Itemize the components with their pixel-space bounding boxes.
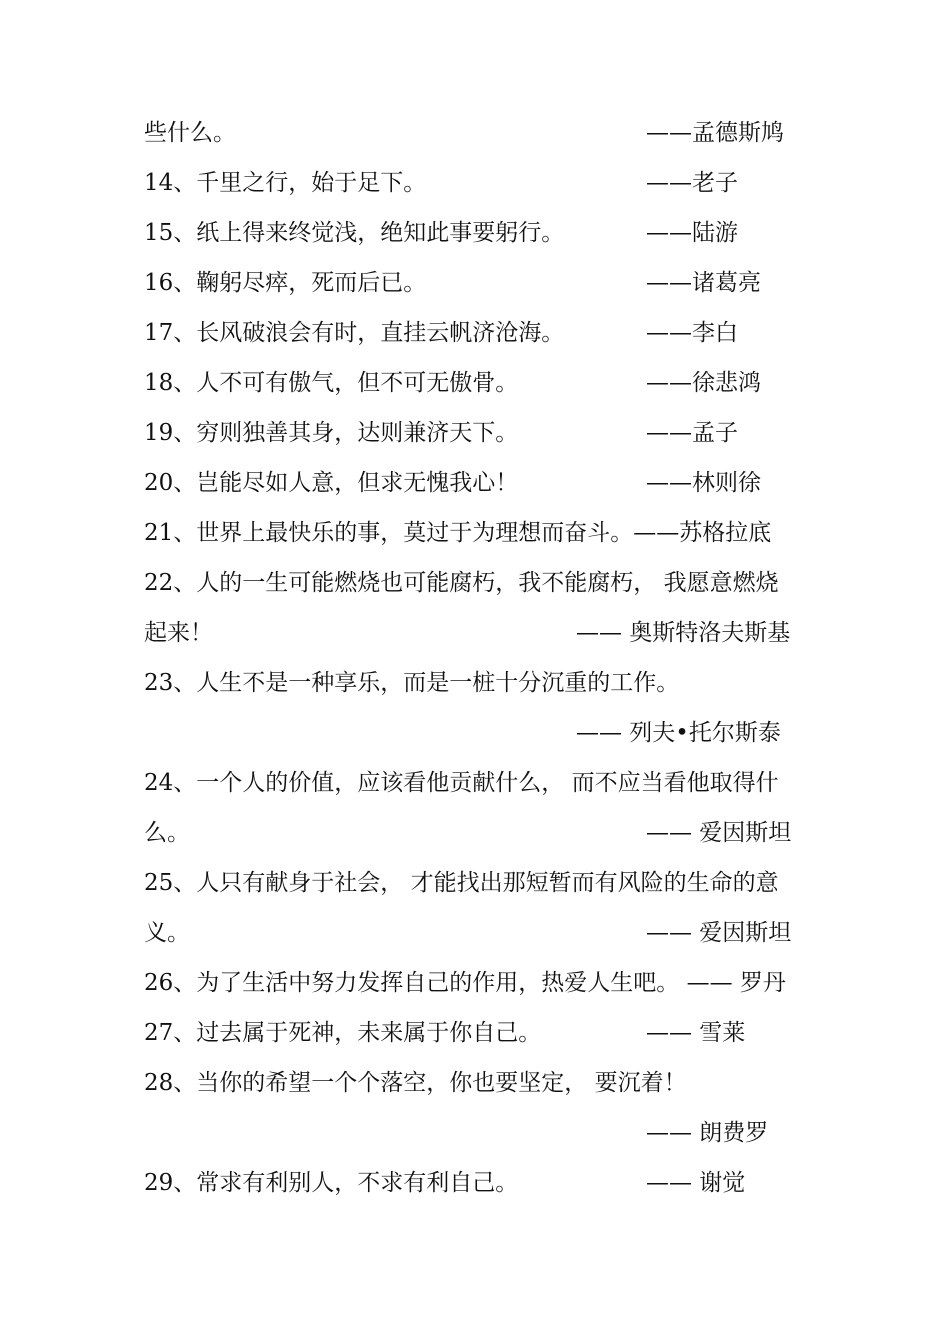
quote-text: 27、过去属于死神，未来属于你自己。 [144,1020,542,1046]
quote-author: ——徐悲鸿 [646,370,761,396]
quote-line [144,108,809,158]
quote-text: 22、人的一生可能燃烧也可能腐朽，我不能腐朽， 我愿意燃烧 [144,570,779,596]
quote-author: —— 爱因斯坦 [646,920,792,946]
quote-author: —— 爱因斯坦 [646,820,792,846]
quote-line [144,508,809,558]
quote-author: —— 雪莱 [646,1020,746,1046]
quote-line [144,758,809,808]
quote-text: 20、岂能尽如人意，但求无愧我心！ [144,470,519,496]
quote-line [144,958,809,1008]
quote-text: 14、千里之行，始于足下。 [144,170,427,196]
quote-line [144,908,809,958]
quote-author: ——李白 [646,320,738,346]
quote-text: 起来！ [144,620,213,646]
quote-text: 义。 [144,920,190,946]
quote-text: 18、人不可有傲气，但不可无傲骨。 [144,370,519,396]
quote-text: 25、人只有献身于社会， 才能找出那短暂而有风险的生命的意 [144,870,779,896]
quote-author: —— 朗费罗 [646,1120,769,1146]
quote-line [144,408,809,458]
quote-author: —— 谢觉 [646,1170,746,1196]
quote-text: 么。 [144,820,190,846]
quote-line [144,1058,809,1108]
quote-line [144,658,809,708]
quote-line [144,258,809,308]
quote-text: 15、纸上得来终觉浅，绝知此事要躬行。 [144,220,565,246]
quote-line [144,358,809,408]
quote-text: 16、鞠躬尽瘁，死而后已。 [144,270,427,296]
quote-line [144,558,809,608]
quote-line [144,858,809,908]
quote-text: 17、长风破浪会有时，直挂云帆济沧海。 [144,320,565,346]
quote-line [144,1158,809,1208]
quote-text: 29、常求有利别人，不求有利自己。 [144,1170,519,1196]
quote-author: ——陆游 [646,220,738,246]
quote-text: 28、当你的希望一个个落空，你也要坚定， 要沉着！ [144,1070,687,1096]
quote-line [144,1108,809,1158]
quote-author: ——林则徐 [646,470,761,496]
quote-line [144,458,809,508]
quote-line [144,608,809,658]
quote-text: 26、为了生活中努力发挥自己的作用，热爱人生吧。 —— 罗丹 [144,970,786,996]
quote-text: 24、一个人的价值，应该看他贡献什么， 而不应当看他取得什 [144,770,779,796]
quote-line [144,808,809,858]
quote-line [144,708,809,758]
quote-author: —— 奥斯特洛夫斯基 [576,620,791,646]
quote-text: 些什么。 [144,120,236,146]
quote-author: ——孟德斯鸠 [646,120,784,146]
quote-line [144,208,809,258]
quote-author: ——老子 [646,170,738,196]
quote-line [144,1008,809,1058]
quote-line [144,308,809,358]
quote-text: 21、世界上最快乐的事，莫过于为理想而奋斗。——苏格拉底 [144,520,772,546]
quote-author: ——孟子 [646,420,738,446]
quote-text: 23、人生不是一种享乐，而是一桩十分沉重的工作。 [144,670,680,696]
quote-text: 19、穷则独善其身，达则兼济天下。 [144,420,519,446]
quote-line [144,158,809,208]
quote-author: —— 列夫•托尔斯泰 [576,720,781,746]
quote-author: ——诸葛亮 [646,270,761,296]
